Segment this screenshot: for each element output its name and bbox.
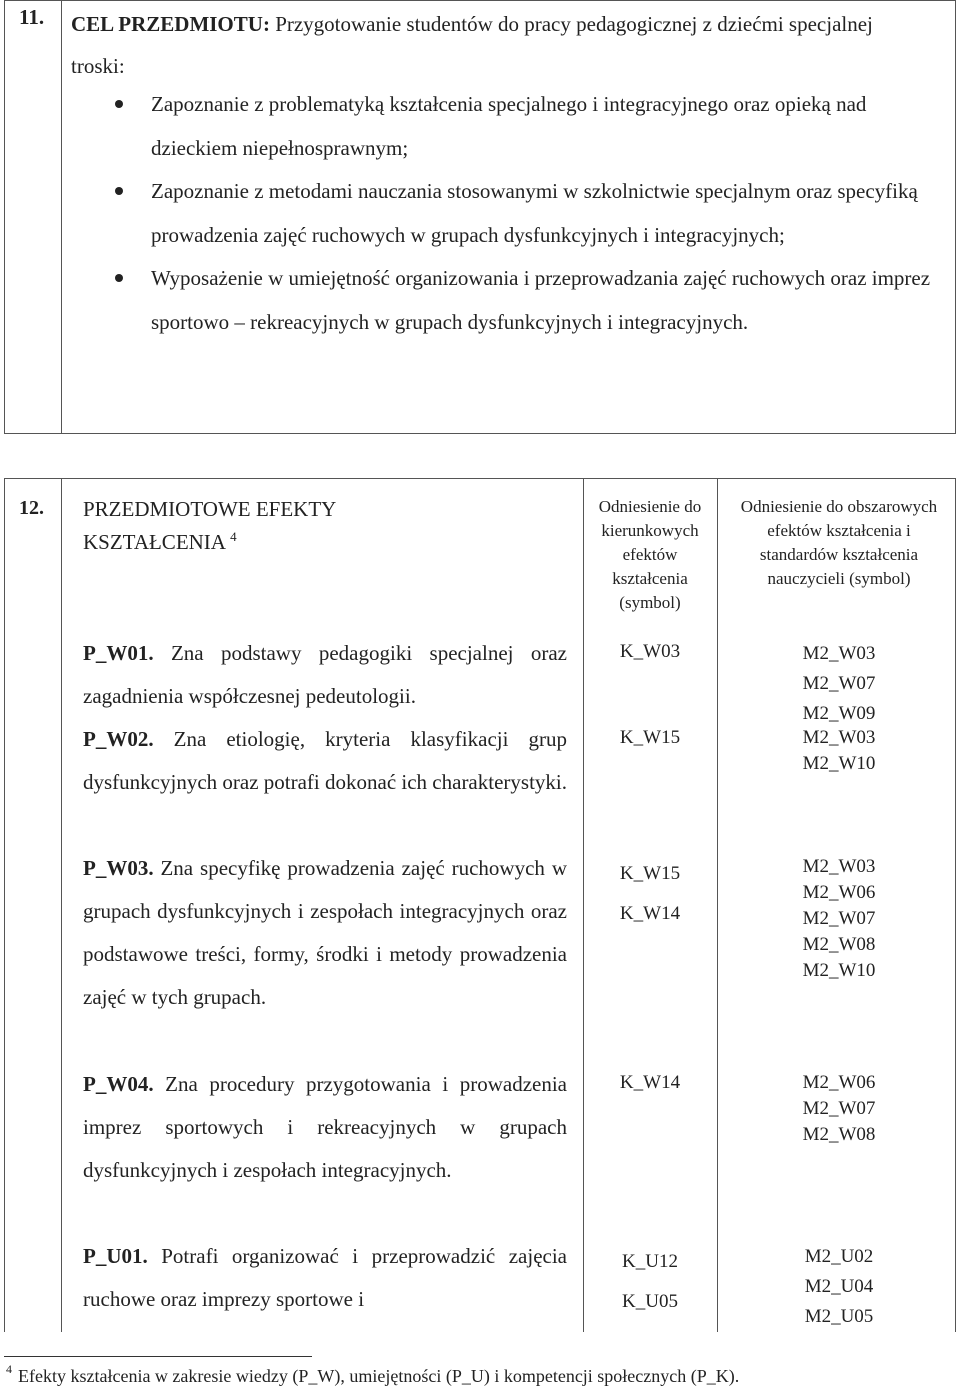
outcome-code: P_W03. <box>83 856 154 880</box>
outcome-code: P_W02. <box>83 727 154 751</box>
goal-item <box>71 170 931 257</box>
section-title-text: PRZEDMIOTOWE EFEKTY KSZTAŁCENIA <box>83 497 336 554</box>
outcome-code: P_W04. <box>83 1072 154 1096</box>
section-11-box <box>4 0 956 434</box>
kierunkowe-codes: K_W15 <box>619 727 681 748</box>
kierunkowe-codes: K_W03 <box>619 641 681 662</box>
outcome-row <box>83 1063 567 1192</box>
goal-item-text: Zapoznanie z problematyką kształcenia specjalnego i integracyjnego oraz opieką nad dzieckiem niepełnosprawnym; <box>151 92 867 160</box>
obszarowe-codes: M2_W03 M2_W06 M2_W07 M2_W08 M2_W10 <box>802 856 876 981</box>
goal-heading: CEL PRZEDMIOTU: <box>71 12 270 36</box>
outcome-text: Zna etiologię, kryteria klasyfikacji grup dysfunkcyjnych oraz potrafi dokonać ich charakterystyki. <box>83 727 567 794</box>
bullet-icon <box>115 187 123 195</box>
kierunkowe-codes: K_U12 K_U05 <box>622 1251 678 1312</box>
footnote-rule <box>4 1356 312 1357</box>
goal-list <box>71 83 931 344</box>
footnote-marker: 4 <box>6 1362 12 1376</box>
kierunkowe-codes: K_W15 K_W14 <box>619 863 681 924</box>
goal-item-text: Zapoznanie z metodami nauczania stosowanymi w szkolnictwie specjalnym oraz specyfiką prowadzenia zajęć ruchowych w grupach dysfunkcyjnych i integracyjnych; <box>151 179 918 247</box>
column-divider <box>61 479 62 1332</box>
outcome-row <box>83 718 567 804</box>
bullet-icon <box>115 274 123 282</box>
goal-item <box>71 257 931 344</box>
course-goal <box>71 3 931 87</box>
outcome-row <box>83 1235 567 1321</box>
obszarowe-codes: M2_W03 M2_W10 <box>802 727 876 774</box>
goal-item-text: Wyposażenie w umiejętność organizowania i przeprowadzania zajęć ruchowych oraz imprez sportowo – rekreacyjnych w grupach dysfunkcyjnych i integracyjnych. <box>151 266 931 334</box>
obszarowe-codes: M2_W06 M2_W07 M2_W08 <box>802 1072 876 1145</box>
outcome-code: P_W01. <box>83 641 154 665</box>
outcome-text: Potrafi organizować i przeprowadzić zajęcia ruchowe oraz imprezy sportowe i <box>83 1244 567 1311</box>
header-obszarowe: Odniesienie do obszarowych efektów kształcenia i standardów kształcenia nauczycieli (symbol) <box>740 497 938 588</box>
number-column <box>5 1 62 433</box>
column-divider <box>717 479 718 1332</box>
goal-intro: Przygotowanie studentów do pracy pedagogicznej z dziećmi specjalnej troski: <box>71 12 873 78</box>
outcome-code: P_U01. <box>83 1244 148 1268</box>
obszarowe-codes: M2_W03 M2_W07 M2_W09 <box>802 643 876 724</box>
column-divider <box>583 479 584 1332</box>
footnote-ref: 4 <box>230 529 237 544</box>
bullet-icon <box>115 100 123 108</box>
goal-item <box>71 83 931 170</box>
kierunkowe-codes: K_W14 <box>619 1072 681 1093</box>
footnote <box>6 1362 739 1387</box>
outcome-row <box>83 847 567 1019</box>
learning-outcomes-table <box>4 478 956 1332</box>
outcome-text: Zna specyfikę prowadzenia zajęć ruchowych w grupach dysfunkcyjnych i zespołach integracyjnych oraz podstawowe treści, formy, środki i metody prowadzenia zajęć w tych grupach. <box>83 856 567 1009</box>
section-number: 12. <box>19 497 44 519</box>
obszarowe-codes: M2_U02 M2_U04 M2_U05 <box>804 1246 874 1327</box>
outcome-text: Zna podstawy pedagogiki specjalnej oraz zagadnienia współczesnej pedeutologii. <box>83 641 567 708</box>
outcome-row <box>83 632 567 718</box>
header-kierunkowe: Odniesienie do kierunkowych efektów kształcenia (symbol) <box>598 497 702 612</box>
footnote-text: Efekty kształcenia w zakresie wiedzy (P_W), umiejętności (P_U) i kompetencji społecznych (P_K). <box>18 1366 740 1386</box>
section-number: 11. <box>19 5 45 29</box>
outcome-text: Zna procedury przygotowania i prowadzenia imprez sportowych i rekreacyjnych w grupach dysfunkcyjnych i zespołach integracyjnych. <box>83 1072 567 1182</box>
section-title <box>83 495 413 556</box>
